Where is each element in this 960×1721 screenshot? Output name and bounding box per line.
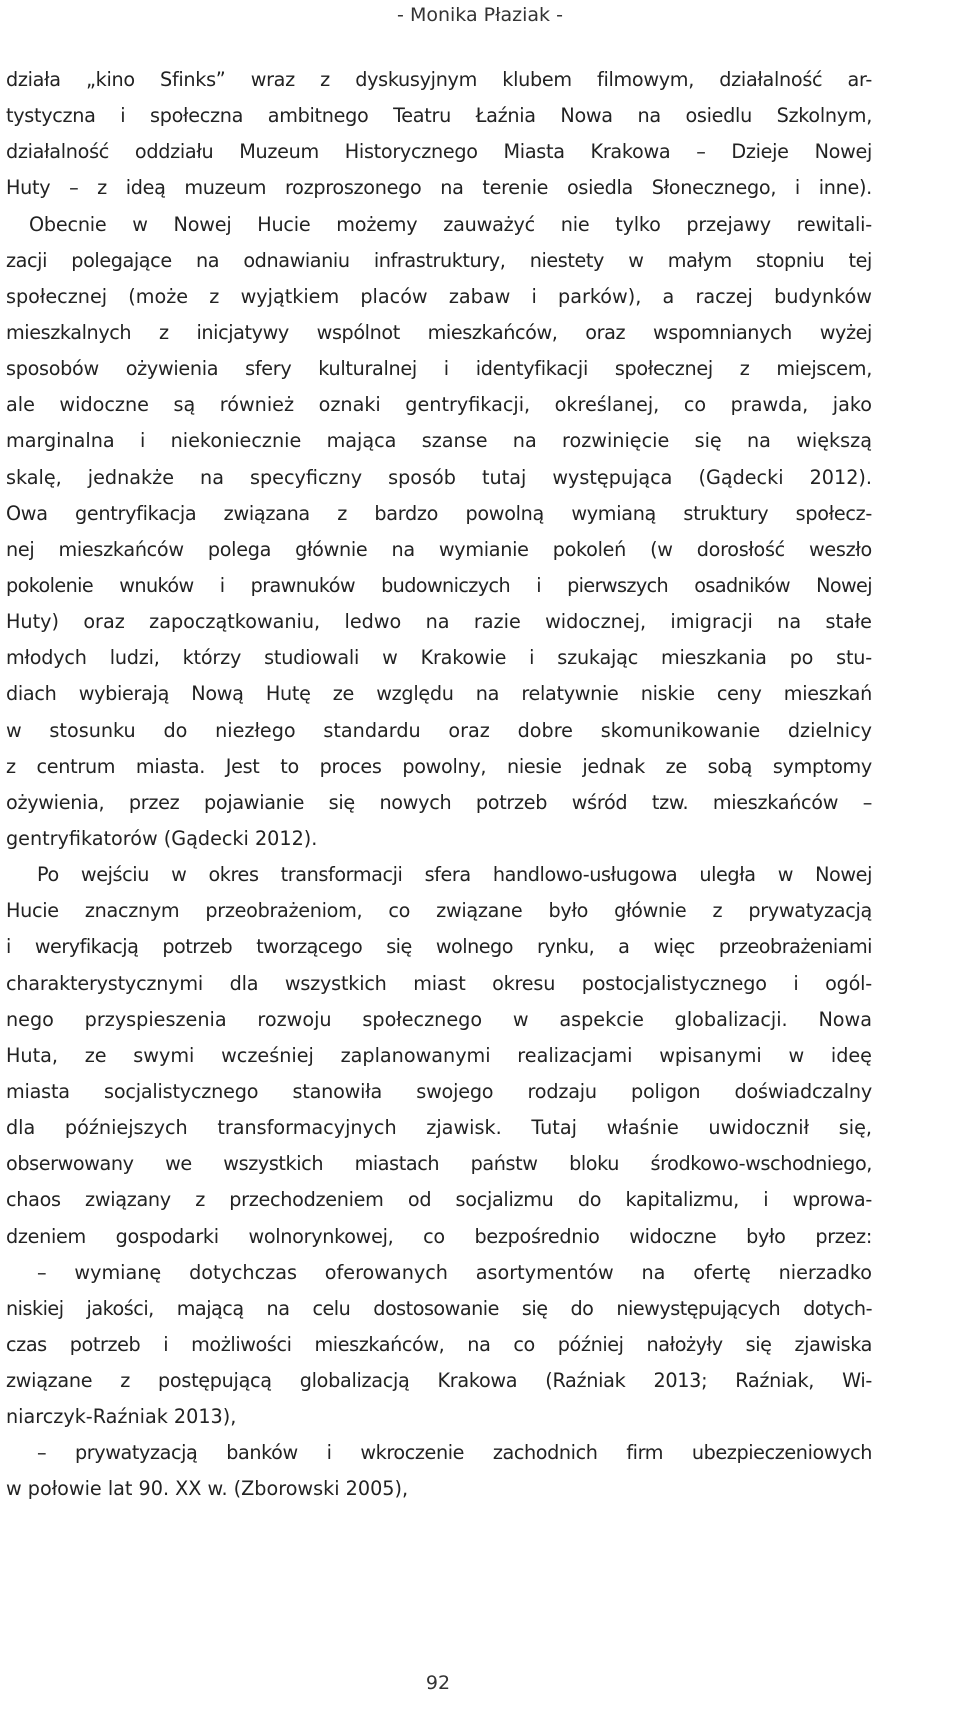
text-line: Huty) oraz zapoczątkowaniu, ledwo na razie widocznej, imigracji na stałe [6, 610, 872, 634]
text-line: marginalna i niekoniecznie mająca szanse na rozwinięcie się na większą [6, 429, 872, 453]
text-line: młodych ludzi, którzy studiowali w Krakowie i szukając mieszkania po stu- [6, 646, 872, 670]
text-line: dla późniejszych transformacyjnych zjawisk. Tutaj właśnie uwidocznił się, [6, 1116, 872, 1140]
paragraph-start: Obecnie w Nowej Hucie możemy zauważyć nie tylko przejawy rewitali- [29, 212, 872, 236]
text-line: skalę, jednakże na specyficzny sposób tutaj występująca (Gądecki 2012). [6, 465, 872, 489]
text-line: ale widoczne są również oznaki gentryfikacji, określanej, co prawda, jako [6, 393, 872, 417]
text-line: działalność oddziału Muzeum Historycznego Miasta Krakowa – Dzieje Nowej [6, 140, 872, 164]
text-line: mieszkalnych z inicjatywy wspólnot mieszkańców, oraz wspomnianych wyżej [6, 320, 872, 344]
text-line: Owa gentryfikacja związana z bardzo powolną wymianą struktury społecz- [6, 501, 872, 525]
text-line: w połowie lat 90. XX w. (Zborowski 2005), [6, 1477, 409, 1501]
text-line: i weryfikacją potrzeb tworzącego się wolnego rynku, a więc przeobrażeniami [6, 935, 872, 959]
text-line: obserwowany we wszystkich miastach państw bloku środkowo-wschodniego, [6, 1152, 872, 1176]
text-line: Huty – z ideą muzeum rozproszonego na terenie osiedla Słonecznego, i inne). [6, 176, 872, 200]
list-item-text: – wymianę dotychczas oferowanych asortymentów na ofertę nierzadko [37, 1260, 872, 1284]
text-line: w stosunku do niezłego standardu oraz dobre skomunikowanie dzielnicy [6, 718, 872, 742]
paragraph-start: Po wejściu w okres transformacji sfera handlowo-usługowa uległa w Nowej [37, 863, 872, 887]
running-header: - Monika Płaziak - [397, 4, 563, 26]
text-line: miasta socjalistycznego stanowiła swojego rodzaju poligon doświadczalny [6, 1079, 872, 1103]
text-line: niarczyk-Raźniak 2013), [6, 1405, 237, 1429]
text-line: gentryfikatorów (Gądecki 2012). [6, 826, 318, 850]
text-line: Huta, ze swymi wcześniej zaplanowanymi realizacjami wpisanymi w ideę [6, 1043, 872, 1067]
text-line: tystyczna i społeczna ambitnego Teatru Łaźnia Nowa na osiedlu Szkolnym, [6, 104, 872, 128]
text-line: niskiej jakości, mającą na celu dostosowanie się do niewystępujących dotych- [6, 1296, 872, 1320]
text-line: ożywienia, przez pojawianie się nowych potrzeb wśród tzw. mieszkańców – [6, 790, 872, 814]
text-line: chaos związany z przechodzeniem od socjalizmu do kapitalizmu, i wprowa- [6, 1188, 872, 1212]
page-number: 92 [425, 1672, 451, 1694]
text-line: pokolenie wnuków i prawnuków budowniczych i pierwszych osadników Nowej [6, 573, 872, 597]
text-line: czas potrzeb i możliwości mieszkańców, na co później nałożyły się zjawiska [6, 1332, 872, 1356]
page-body [6, 62, 872, 1508]
text-line: nej mieszkańców polega głównie na wymianie pokoleń (w dorosłość weszło [6, 537, 872, 561]
text-line: sposobów ożywienia sfery kulturalnej i identyfikacji społecznej z miejscem, [6, 357, 872, 381]
text-line: Hucie znacznym przeobrażeniom, co związane było głównie z prywatyzacją [6, 899, 872, 923]
text-line: z centrum miasta. Jest to proces powolny, niesie jednak ze sobą symptomy [6, 754, 872, 778]
text-line: diach wybierają Nową Hutę ze względu na relatywnie niskie ceny mieszkań [6, 682, 872, 706]
text-line: charakterystycznymi dla wszystkich miast okresu postocjalistycznego i ogól- [6, 971, 872, 995]
text-line: związane z postępującą globalizacją Krakowa (Raźniak 2013; Raźniak, Wi- [6, 1369, 872, 1393]
list-item-text: – prywatyzacją banków i wkroczenie zachodnich firm ubezpieczeniowych [37, 1441, 872, 1465]
text-line: nego przyspieszenia rozwoju społecznego w aspekcie globalizacji. Nowa [6, 1007, 872, 1031]
text-line: działa „kino Sfinks” wraz z dyskusyjnym klubem filmowym, działalność ar- [6, 68, 872, 91]
text-line: społecznej (może z wyjątkiem placów zabaw i parków), a raczej budynków [6, 284, 872, 308]
text-line: dzeniem gospodarki wolnorynkowej, co bezpośrednio widoczne było przez: [6, 1224, 872, 1248]
text-line: zacji polegające na odnawianiu infrastruktury, niestety w małym stopniu tej [6, 248, 872, 272]
